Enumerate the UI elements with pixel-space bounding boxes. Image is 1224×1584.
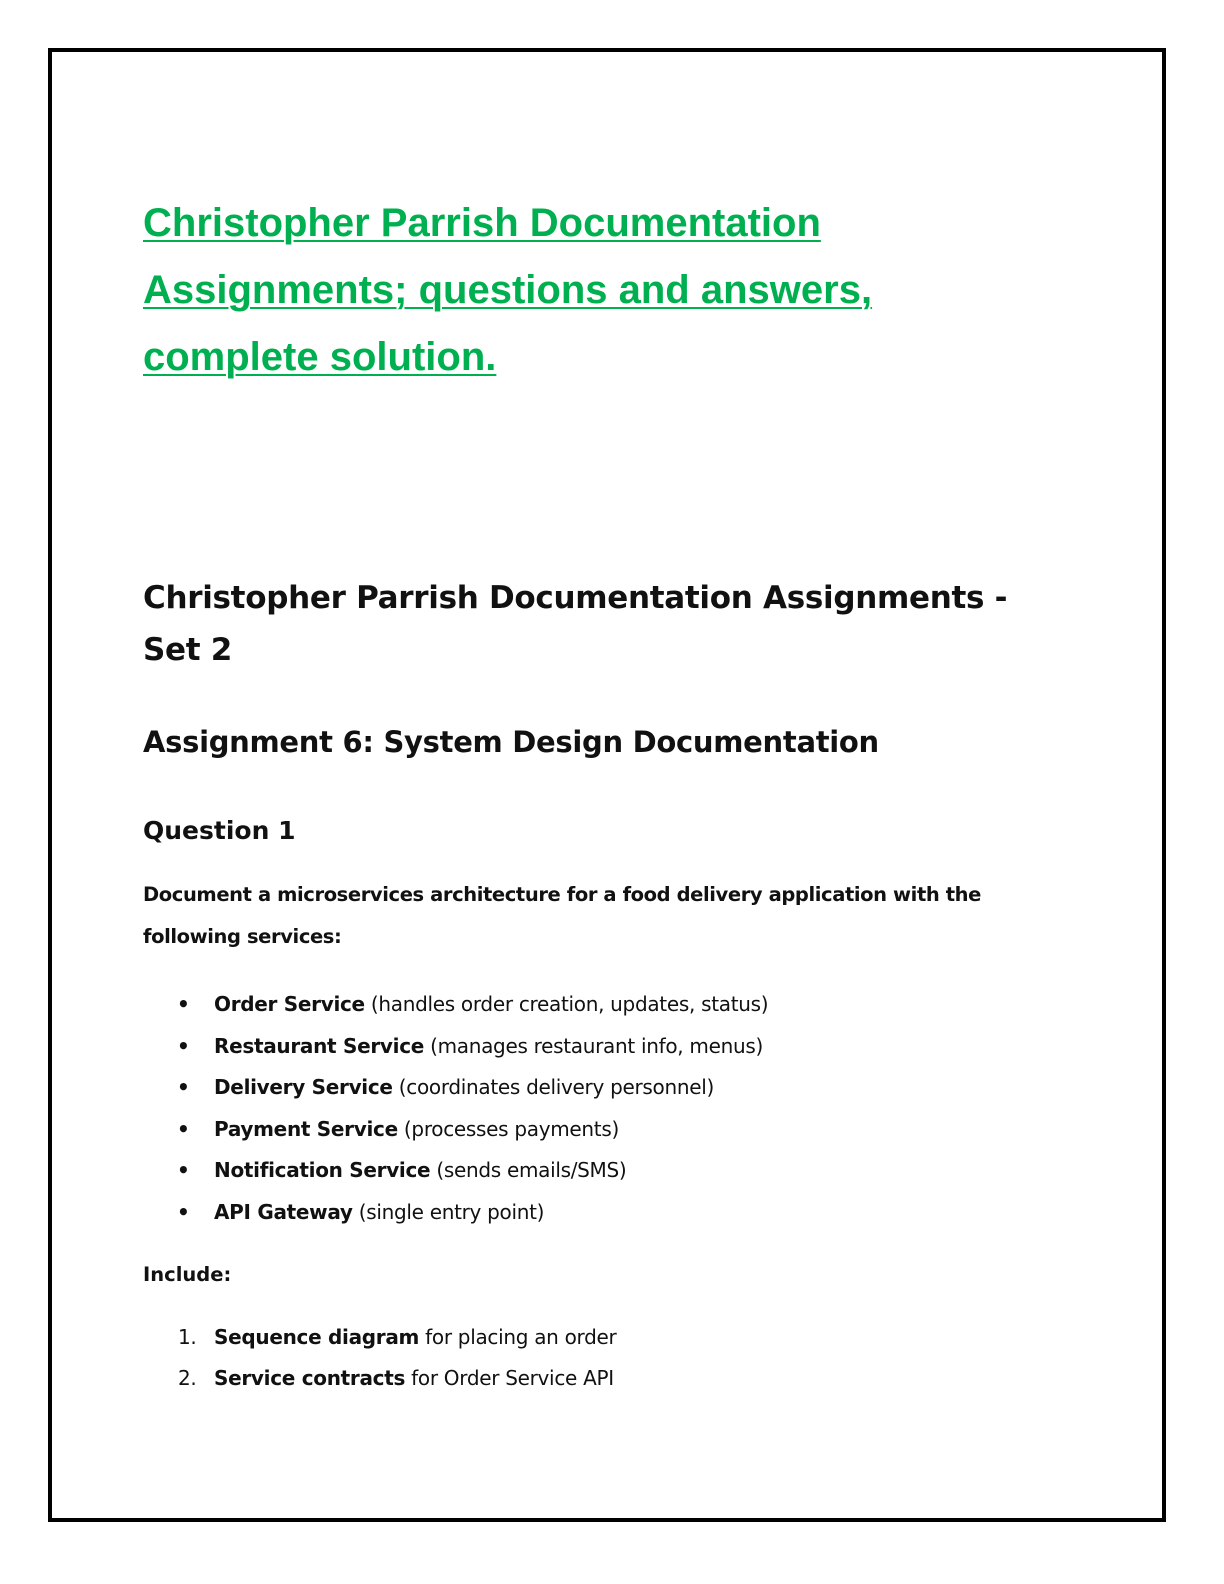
service-list-item xyxy=(143,1026,1073,1068)
service-name: Order Service xyxy=(214,992,365,1016)
include-item-description: for Order Service API xyxy=(405,1366,614,1391)
include-item-name: Service contracts xyxy=(214,1366,406,1391)
include-label: Include: xyxy=(143,1262,232,1286)
bullet-icon: • xyxy=(177,992,190,1016)
list-number: 2. xyxy=(178,1366,197,1391)
service-list-item xyxy=(143,1109,1073,1151)
assignment-heading: Assignment 6: System Design Documentation xyxy=(143,725,879,759)
service-list-item xyxy=(143,984,1073,1026)
include-item-name: Sequence diagram xyxy=(214,1324,420,1349)
service-list-item xyxy=(143,1150,1073,1192)
service-name: Restaurant Service xyxy=(214,1033,425,1058)
service-name: API Gateway xyxy=(214,1199,353,1224)
include-item-description: for placing an order xyxy=(419,1324,617,1349)
include-list-item xyxy=(143,1317,1073,1359)
service-name: Notification Service xyxy=(214,1158,431,1183)
include-list-item xyxy=(143,1358,1073,1400)
service-description: (processes payments) xyxy=(397,1116,619,1141)
set-heading: Christopher Parrish Documentation Assignments - Set 2 xyxy=(143,580,1008,668)
question-heading: Question 1 xyxy=(143,816,296,845)
service-list-item xyxy=(143,1067,1073,1109)
service-description: (sends emails/SMS) xyxy=(430,1158,627,1183)
bullet-icon: • xyxy=(177,1116,190,1141)
document-body xyxy=(143,190,1073,1400)
services-list xyxy=(143,984,1073,1234)
service-description: (single entry point) xyxy=(352,1199,545,1224)
title-line: Assignments; questions and answers, xyxy=(143,268,873,312)
service-list-item xyxy=(143,1192,1073,1234)
title-line: complete solution. xyxy=(143,335,497,379)
list-number: 1. xyxy=(178,1324,197,1349)
bullet-icon: • xyxy=(177,1033,190,1058)
question-prompt: Document a microservices architecture for a food delivery application with the following services: xyxy=(143,883,981,948)
bullet-icon: • xyxy=(177,1075,190,1100)
include-list xyxy=(143,1317,1073,1400)
service-name: Delivery Service xyxy=(214,1075,393,1100)
bullet-icon: • xyxy=(177,1158,190,1183)
service-description: (manages restaurant info, menus) xyxy=(424,1033,763,1058)
service-name: Payment Service xyxy=(214,1116,398,1141)
bullet-icon: • xyxy=(177,1199,190,1224)
service-description: (handles order creation, updates, status) xyxy=(364,992,769,1016)
document-title xyxy=(143,190,1073,391)
service-description: (coordinates delivery personnel) xyxy=(392,1075,714,1100)
title-line: Christopher Parrish Documentation xyxy=(143,201,821,245)
